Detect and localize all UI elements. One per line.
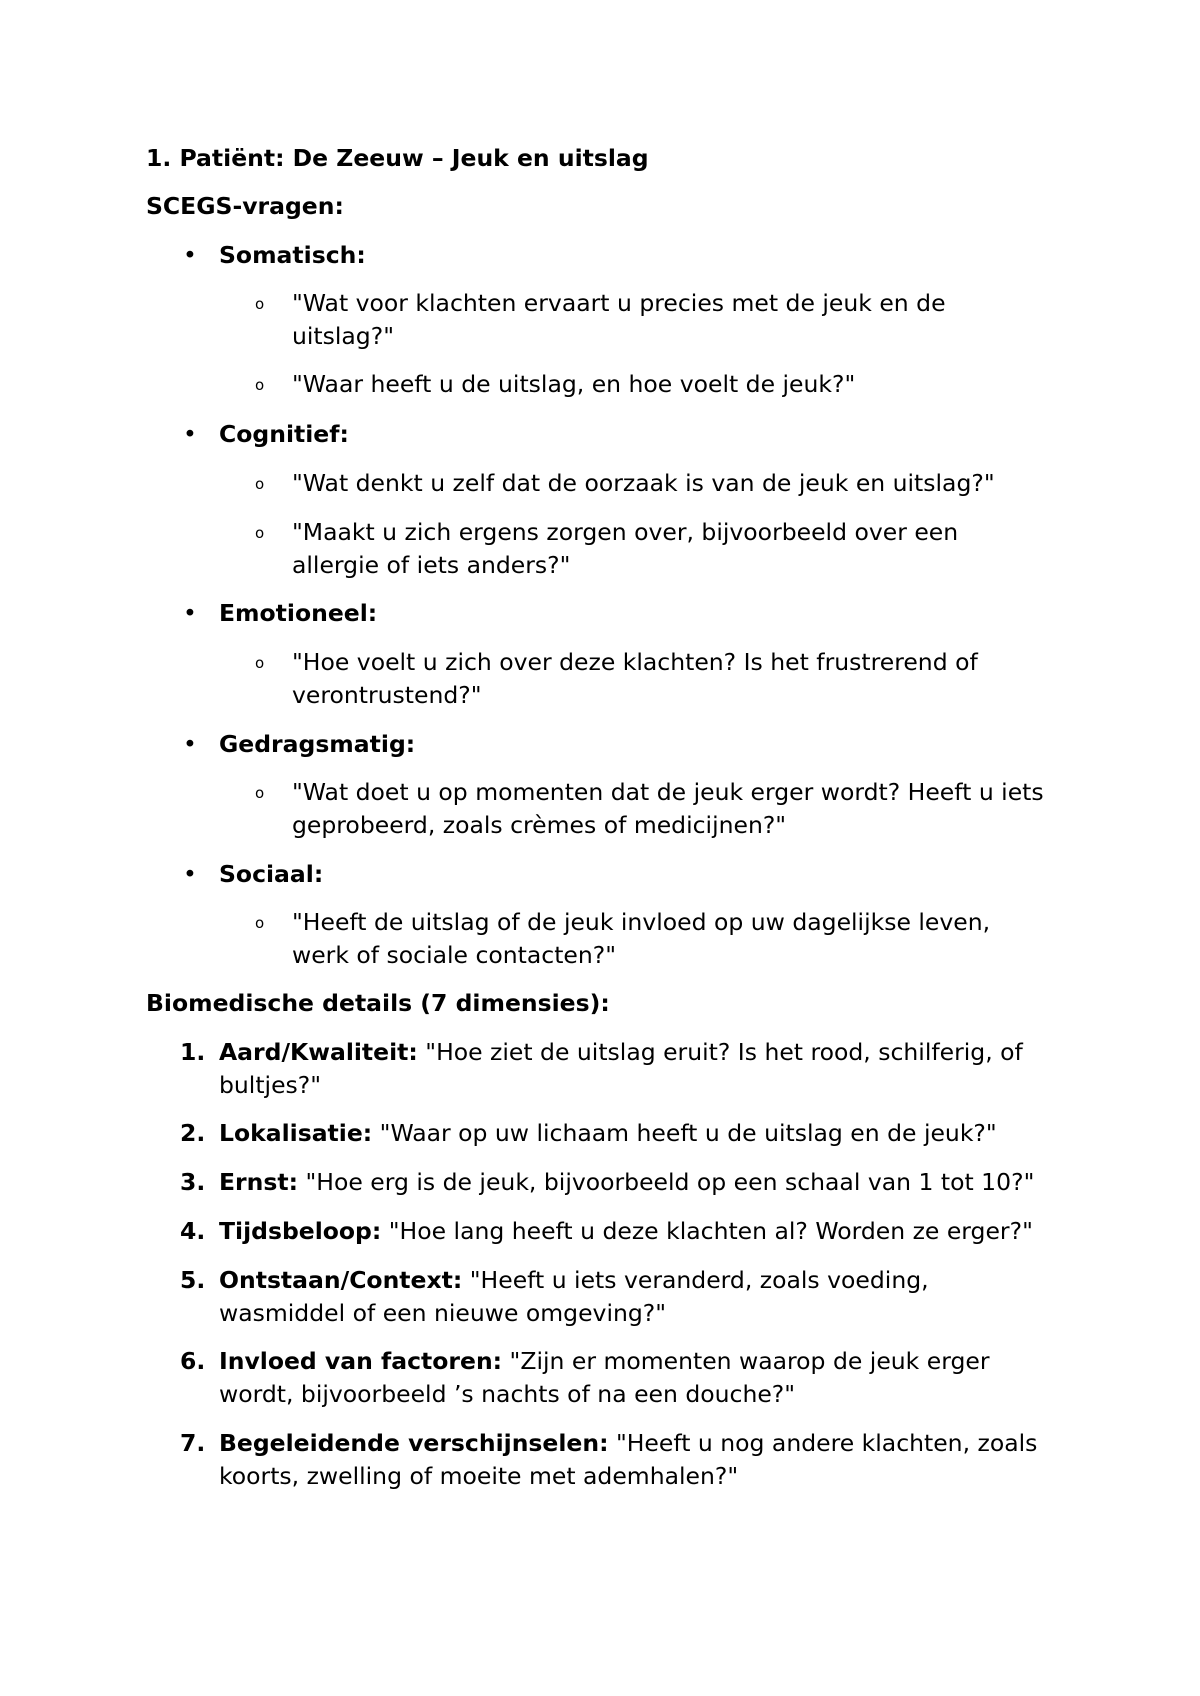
bullet-icon: • xyxy=(183,860,197,888)
dimension-text xyxy=(219,1215,1059,1248)
dimension-question: "Hoe ziet de uitslag eruit? Is het rood, schilferig, of bultjes?" xyxy=(219,1038,1023,1099)
sub-bullet-icon: o xyxy=(255,784,265,802)
dimension-question: "Zijn er momenten waarop de jeuk erger wordt, bijvoorbeeld ’s nachts of na een douche?" xyxy=(219,1347,990,1408)
question-text: "Wat voor klachten ervaart u precies met de jeuk en de uitslag?" xyxy=(292,289,946,350)
page-title: 1. Patiënt: De Zeeuw – Jeuk en uitslag xyxy=(146,144,649,172)
sub-bullet-icon: o xyxy=(255,376,265,394)
dimension-number: 3. xyxy=(180,1168,206,1196)
question-item xyxy=(255,287,1055,353)
dimension-item xyxy=(180,1036,1080,1102)
dimension-question: "Heeft u nog andere klachten, zoals koorts, zwelling of moeite met ademhalen?" xyxy=(219,1429,1038,1490)
dimension-item xyxy=(180,1264,1080,1330)
sub-bullet-icon: o xyxy=(255,654,265,672)
dimension-item xyxy=(180,1427,1080,1493)
bullet-icon: • xyxy=(183,420,197,448)
bullet-icon: • xyxy=(183,241,197,269)
dimension-label: Ernst: xyxy=(219,1168,298,1196)
dimension-label: Ontstaan/Context: xyxy=(219,1266,463,1294)
question-item xyxy=(255,516,1055,582)
sub-bullet-icon: o xyxy=(255,475,265,493)
dimension-question: "Hoe lang heeft u deze klachten al? Worden ze erger?" xyxy=(381,1217,1033,1245)
dimension-text xyxy=(219,1264,1059,1330)
category-label: Emotioneel: xyxy=(219,599,378,627)
dimension-text xyxy=(219,1345,1059,1411)
question-item xyxy=(255,906,1055,972)
dimension-question: "Hoe erg is de jeuk, bijvoorbeeld op een schaal van 1 tot 10?" xyxy=(298,1168,1035,1196)
dimension-text xyxy=(219,1117,1059,1150)
dimension-label: Tijdsbeloop: xyxy=(219,1217,382,1245)
bullet-icon: • xyxy=(183,599,197,627)
question-item xyxy=(255,467,1055,500)
question-item xyxy=(255,776,1055,842)
question-text: "Hoe voelt u zich over deze klachten? Is het frustrerend of verontrustend?" xyxy=(292,648,978,709)
question-text: "Maakt u zich ergens zorgen over, bijvoorbeeld over een allergie of iets anders?" xyxy=(292,518,959,579)
category-label: Sociaal: xyxy=(219,860,324,888)
dimension-label: Begeleidende verschijnselen: xyxy=(219,1429,609,1457)
dimension-label: Lokalisatie: xyxy=(219,1119,373,1147)
dimension-number: 4. xyxy=(180,1217,206,1245)
dimension-number: 7. xyxy=(180,1429,206,1457)
question-text: "Waar heeft u de uitslag, en hoe voelt de jeuk?" xyxy=(292,370,856,398)
dimension-item xyxy=(180,1345,1080,1411)
bullet-icon: • xyxy=(183,730,197,758)
dimension-question: "Waar op uw lichaam heeft u de uitslag en de jeuk?" xyxy=(372,1119,997,1147)
scegs-heading: SCEGS-vragen: xyxy=(146,192,344,220)
dimension-text xyxy=(219,1427,1059,1493)
dimension-text xyxy=(219,1166,1059,1199)
dimension-label: Aard/Kwaliteit: xyxy=(219,1038,418,1066)
dimension-number: 1. xyxy=(180,1038,206,1066)
dimension-label: Invloed van factoren: xyxy=(219,1347,503,1375)
category-label: Gedragsmatig: xyxy=(219,730,416,758)
dimension-number: 2. xyxy=(180,1119,206,1147)
question-text: "Wat doet u op momenten dat de jeuk erger wordt? Heeft u iets geprobeerd, zoals crèmes of medicijnen?" xyxy=(292,778,1044,839)
dimension-item xyxy=(180,1166,1080,1199)
dimension-question: "Heeft u iets veranderd, zoals voeding, wasmiddel of een nieuwe omgeving?" xyxy=(219,1266,929,1327)
dimension-number: 5. xyxy=(180,1266,206,1294)
question-text: "Heeft de uitslag of de jeuk invloed op uw dagelijkse leven, werk of sociale contacten?" xyxy=(292,908,991,969)
biomed-heading: Biomedische details (7 dimensies): xyxy=(146,989,610,1017)
sub-bullet-icon: o xyxy=(255,524,265,542)
question-item xyxy=(255,368,1055,401)
category-label: Somatisch: xyxy=(219,241,366,269)
question-item xyxy=(255,646,1055,712)
dimension-text xyxy=(219,1036,1059,1102)
dimension-number: 6. xyxy=(180,1347,206,1375)
dimension-item xyxy=(180,1117,1080,1150)
dimension-item xyxy=(180,1215,1080,1248)
question-text: "Wat denkt u zelf dat de oorzaak is van de jeuk en uitslag?" xyxy=(292,469,995,497)
sub-bullet-icon: o xyxy=(255,295,265,313)
sub-bullet-icon: o xyxy=(255,914,265,932)
category-label: Cognitief: xyxy=(219,420,349,448)
